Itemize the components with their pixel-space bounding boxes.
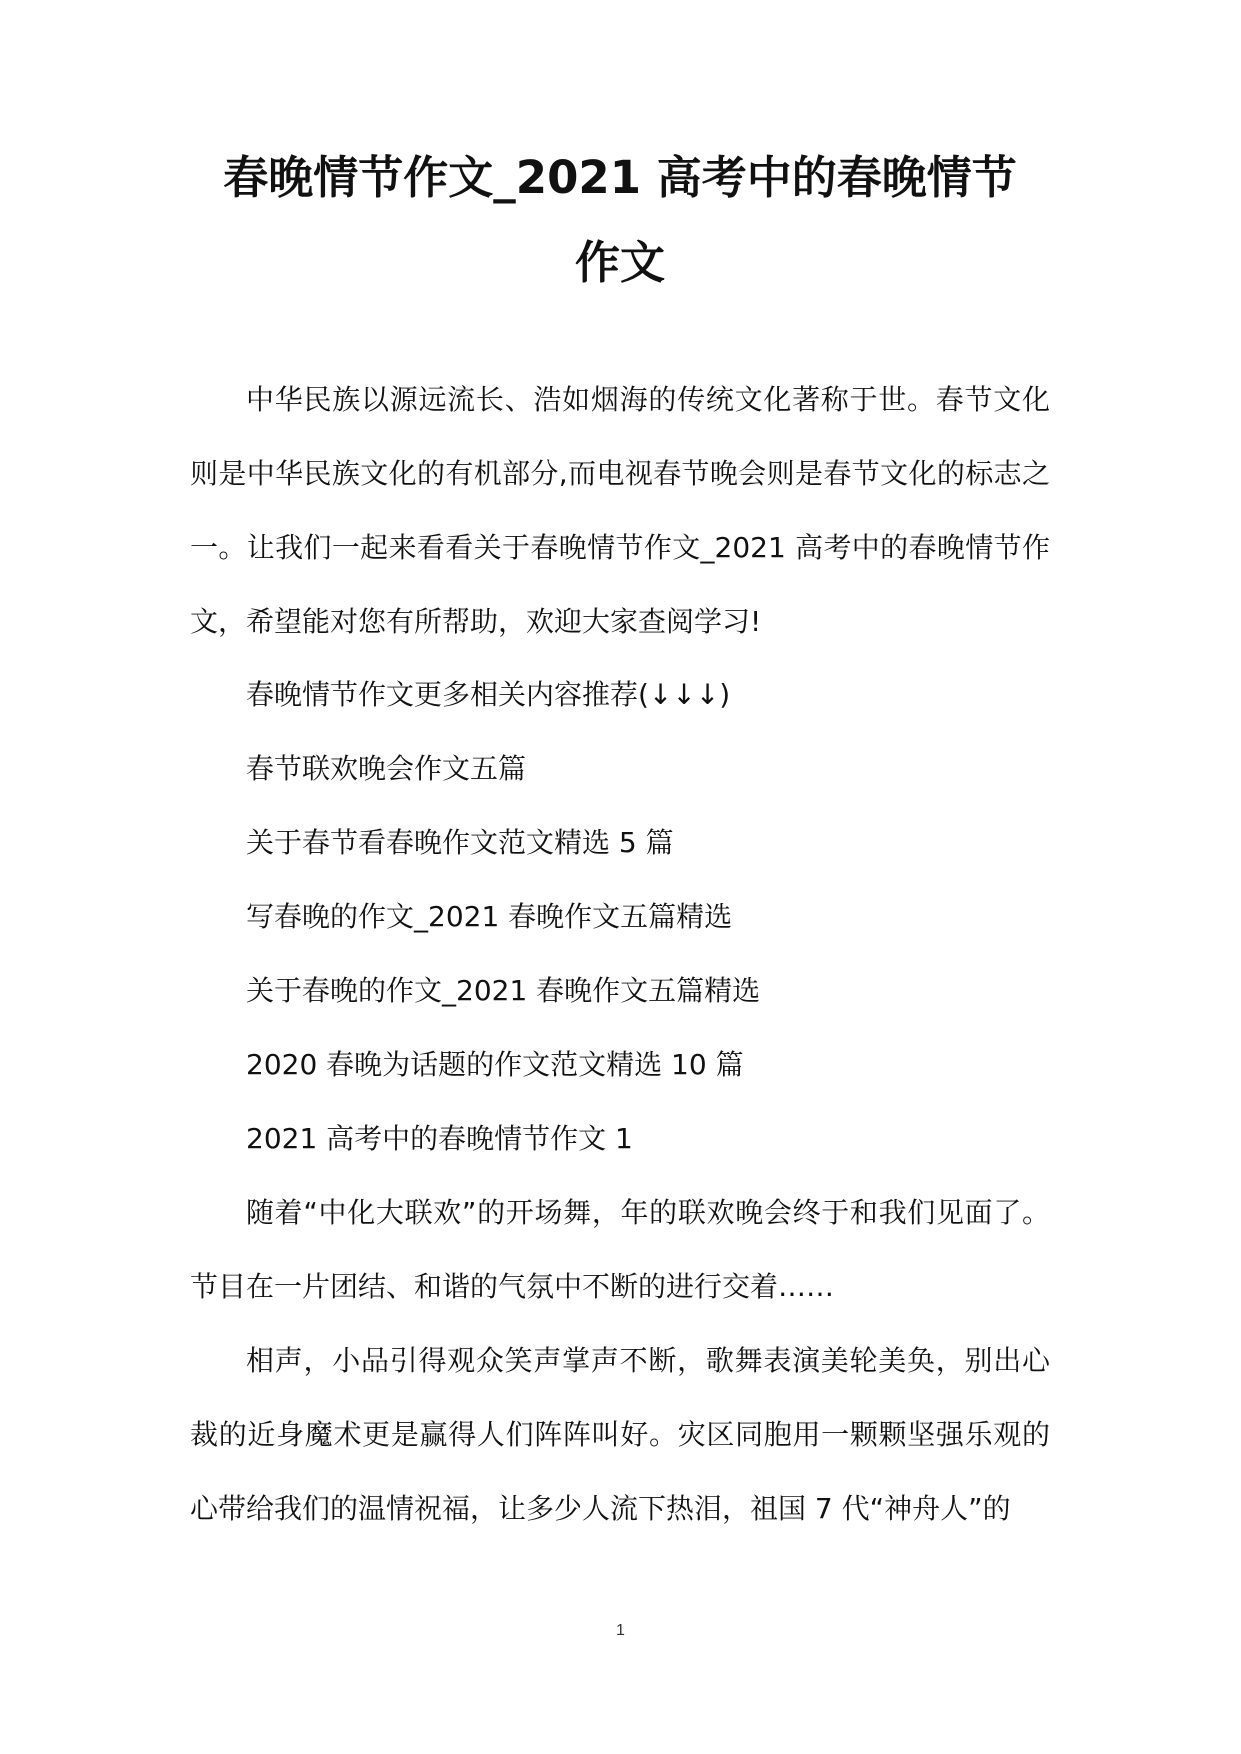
- body-paragraph: 相声，小品引得观众笑声掌声不断，歌舞表演美轮美奂，别出心裁的近身魔术更是赢得人们阵阵叫好。灾区同胞用一颗颗坚强乐观的心带给我们的温情祝福，让多少人流下热泪，祖国 7 代“神舟人”的: [190, 1344, 1050, 1525]
- body-paragraph: 随着“中化大联欢”的开场舞，年的联欢晚会终于和我们见面了。节目在一片团结、和谐的气氛中不断的进行交着……: [190, 1196, 1050, 1303]
- related-article-link[interactable]: 关于春节看春晚作文范文精选 5 篇: [246, 826, 674, 859]
- related-article-link[interactable]: 关于春晚的作文_2021 春晚作文五篇精选: [246, 974, 761, 1007]
- related-article-link[interactable]: 2020 春晚为话题的作文范文精选 10 篇: [246, 1048, 744, 1081]
- page-number: 1: [616, 1622, 625, 1639]
- related-article-link[interactable]: 春节联欢晚会作文五篇: [246, 752, 527, 785]
- document-title-line-2: 作文: [574, 236, 665, 289]
- recommend-heading: 春晚情节作文更多相关内容推荐(↓↓↓): [246, 678, 731, 711]
- related-article-link[interactable]: 写春晚的作文_2021 春晚作文五篇精选: [246, 900, 733, 933]
- document-title-line-1: 春晚情节作文_2021 高考中的春晚情节: [223, 151, 1017, 204]
- intro-paragraph: 中华民族以源远流长、浩如烟海的传统文化著称于世。春节文化则是中华民族文化的有机部分,而电视春节晚会则是春节文化的标志之一。让我们一起来看看关于春晚情节作文_2021 高考中的春晚情节作文，希望能对您有所帮助，欢迎大家查阅学习!: [190, 383, 1050, 638]
- section-heading: 2021 高考中的春晚情节作文 1: [246, 1122, 633, 1155]
